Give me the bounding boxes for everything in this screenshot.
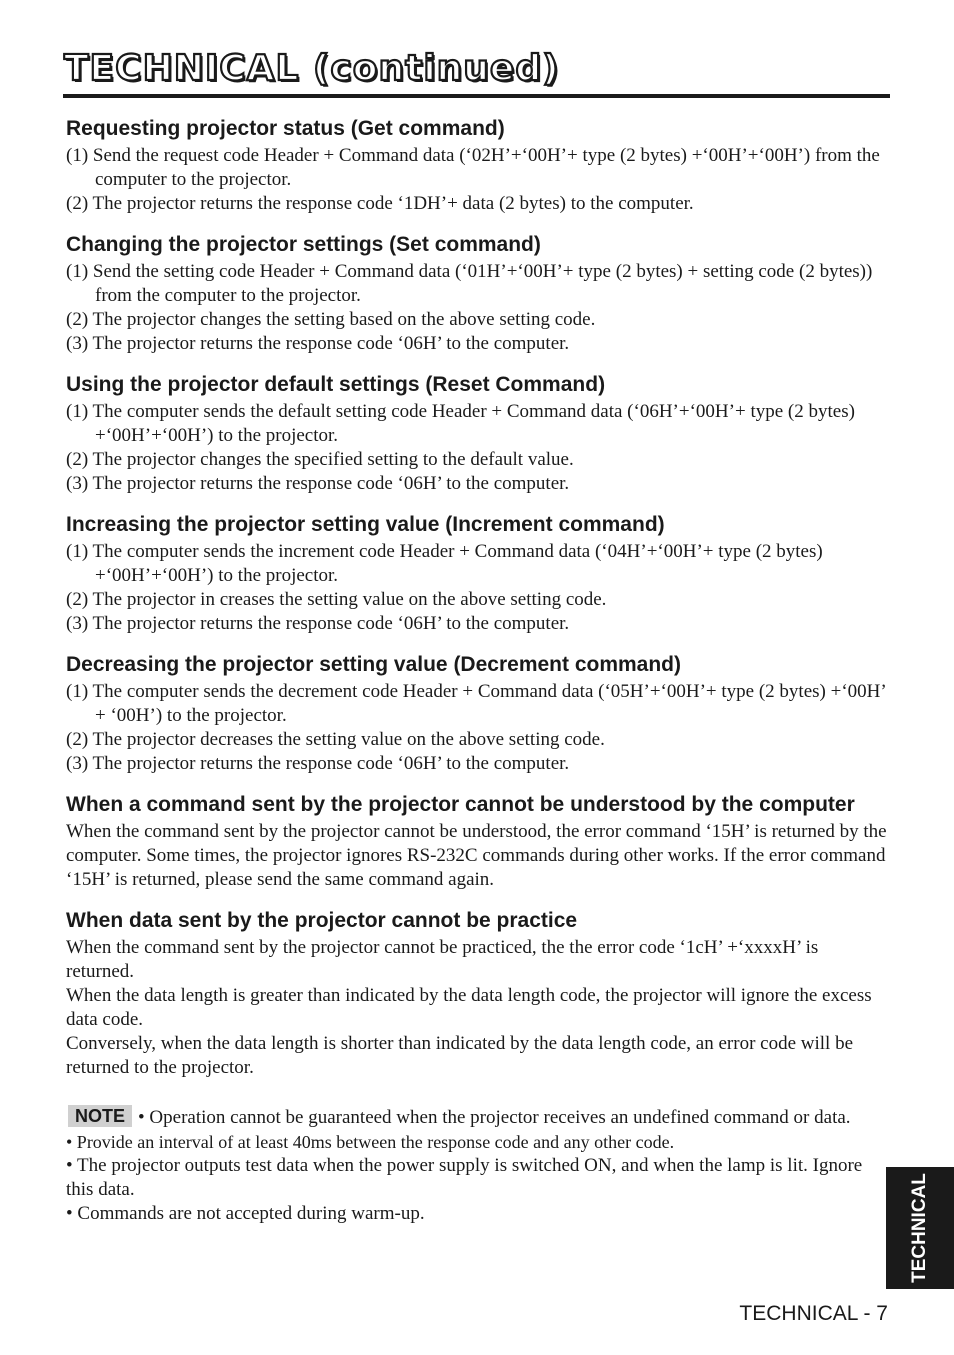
list-item: (2) The projector changes the specified setting to the default value. — [66, 449, 574, 470]
list-item: (3) The projector returns the response code ‘06H’ to the computer. — [66, 333, 570, 354]
list-item: (2) The projector in creases the setting value on the above setting code. — [66, 589, 607, 610]
section-heading: Decreasing the projector setting value (Decrement command) — [66, 653, 681, 676]
list-item: (3) The projector returns the response code ‘06H’ to the computer. — [66, 753, 570, 774]
note-block — [66, 1105, 890, 1226]
list-item: (2) The projector decreases the setting value on the above setting code. — [66, 729, 605, 750]
section-heading: When a command sent by the projector cannot be understood by the computer — [66, 793, 855, 816]
paragraph: When the data length is greater than indicated by the data length code, the projector will ignore the excess data code. — [66, 985, 872, 1030]
section-heading: Increasing the projector setting value (Increment command) — [66, 513, 665, 536]
section-side-tab — [886, 1167, 954, 1289]
note-line: • The projector outputs test data when the power supply is switched ON, and when the lamp is lit. Ignore this data. — [66, 1155, 863, 1200]
list-item: (2) The projector returns the response code ‘1DH’+ data (2 bytes) to the computer. — [66, 193, 694, 214]
section-reset-command — [66, 370, 890, 496]
section-decrement-command — [66, 650, 890, 776]
list-item: (2) The projector changes the setting based on the above setting code. — [66, 309, 596, 330]
paragraph: When the command sent by the projector cannot be practiced, the the error code ‘1cH’ +‘xxxxH’ is returned. — [66, 937, 819, 982]
note-text: • Operation cannot be guaranteed when the projector receives an undefined command or data. — [138, 1107, 851, 1128]
list-item: (1) Send the request code Header + Command data (‘02H’+‘00H’+ type (2 bytes) +‘00H’+‘00H’) from the computer to the projector. — [66, 145, 880, 190]
section-heading: When data sent by the projector cannot be practice — [66, 909, 578, 932]
section-heading: Using the projector default settings (Reset Command) — [66, 373, 606, 396]
page-title: TECHNICAL (continued) — [64, 48, 560, 89]
section-get-command — [66, 114, 890, 216]
side-tab-label: TECHNICAL — [909, 1173, 930, 1283]
note-badge: NOTE — [68, 1105, 132, 1127]
note-first-line — [66, 1105, 890, 1130]
note-line: • Provide an interval of at least 40ms between the response code and any other code. — [66, 1132, 675, 1152]
section-data-not-practiced — [66, 906, 890, 1080]
section-increment-command — [66, 510, 890, 636]
page-number: TECHNICAL - 7 — [739, 1302, 888, 1325]
document-body — [66, 114, 890, 1226]
section-heading: Changing the projector settings (Set command) — [66, 233, 541, 256]
section-set-command — [66, 230, 890, 356]
list-item: (1) The computer sends the default setting code Header + Command data (‘06H’+‘00H’+ type (2 bytes) +‘00H’+‘00H’) to the projector. — [66, 401, 855, 446]
paragraph: Conversely, when the data length is shorter than indicated by the data length code, an error code will be returned to the projector. — [66, 1033, 854, 1078]
title-divider — [63, 94, 890, 98]
list-item: (1) The computer sends the increment code Header + Command data (‘04H’+‘00H’+ type (2 bytes) +‘00H’+‘00H’) to the projector. — [66, 541, 823, 586]
list-item: (1) Send the setting code Header + Command data (‘01H’+‘00H’+ type (2 bytes) + setting code (2 bytes)) from the computer to the projector. — [66, 261, 873, 306]
note-line: • Commands are not accepted during warm-up. — [66, 1203, 425, 1224]
list-item: (1) The computer sends the decrement code Header + Command data (‘05H’+‘00H’+ type (2 bytes) +‘00H’ + ‘00H’) to the projector. — [66, 681, 886, 726]
list-item: (3) The projector returns the response code ‘06H’ to the computer. — [66, 613, 570, 634]
section-heading: Requesting projector status (Get command) — [66, 117, 505, 140]
section-command-not-understood — [66, 790, 890, 892]
paragraph: When the command sent by the projector cannot be understood, the error command ‘15H’ is returned by the computer. Some times, the projector ignores RS-232C commands during other works. If the error command ‘15H’ is returned, please send the same command again. — [66, 821, 887, 890]
list-item: (3) The projector returns the response code ‘06H’ to the computer. — [66, 473, 570, 494]
